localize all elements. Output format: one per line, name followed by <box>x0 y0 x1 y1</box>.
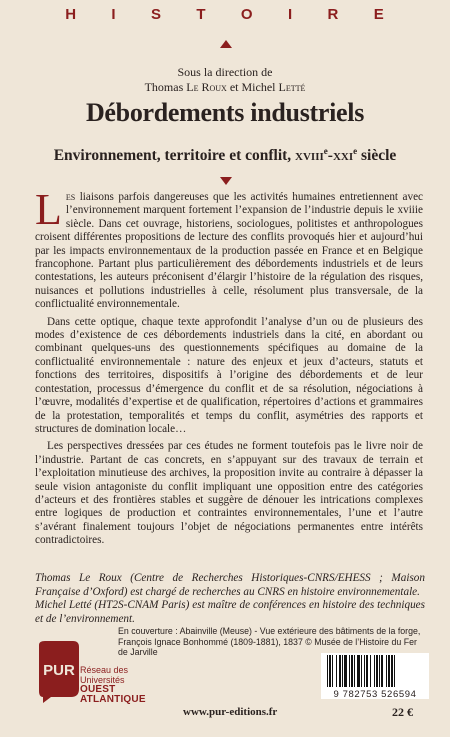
triangle-up-icon <box>220 40 232 48</box>
author-family-name: Letté <box>278 80 306 94</box>
barcode-bar <box>379 655 380 687</box>
barcode-bar <box>349 655 350 687</box>
barcode-bar <box>364 655 365 687</box>
series-letter: I <box>111 6 117 23</box>
barcode-bar <box>386 655 387 687</box>
network-line: Réseau des Universités <box>80 665 129 685</box>
book-subtitle <box>0 146 450 165</box>
pur-logo-text: PUR <box>43 662 75 679</box>
series-letter: E <box>373 6 385 23</box>
barcode-bar <box>366 655 368 687</box>
subtitle-dash: - <box>327 147 333 165</box>
network-line-strong: OUEST ATLANTIQUE <box>80 684 146 705</box>
barcode-bar <box>332 655 333 687</box>
barcode-bar <box>342 655 343 687</box>
author-bios <box>35 572 425 626</box>
barcode-bar <box>351 655 353 687</box>
series-letter: I <box>287 6 294 23</box>
series-letter: R <box>327 6 340 23</box>
author-family-name: Le Roux <box>186 80 227 94</box>
paragraph-text: liaisons parfois dangereuses que les activités humaines entretiennent avec l’environnement marquent fortement l’expansion de l’industrie depuis le xviiie siècle. Dans cet ouvrage, historiens, sociologues, politistes et anthropologues croisent différentes propositions de lecture des conflits provoqués hier et aujourd’hui par les impacts environnementaux de la production passée en France et en Belgique francophone. Partant plus particulièrement des débordements industriels et de leurs contestations, les auteurs préconisent d’élargir l’histoire de la régulation des risques, nuisances et pollutions industrielles à celle, résolument plus transversale, de la conflictualité environnementale. <box>35 191 423 311</box>
author-given-name: Thomas <box>144 80 184 94</box>
subtitle-main: Environnement, territoire et conflit, <box>53 147 296 165</box>
barcode-bars <box>321 653 429 689</box>
series-letter: T <box>196 6 207 23</box>
barcode-bar <box>391 655 393 687</box>
publisher-network <box>80 665 160 705</box>
barcode-bar <box>336 655 337 687</box>
series-letter: S <box>150 6 162 23</box>
subtitle-century: xviii <box>295 147 324 165</box>
dropcap-smallcaps: es <box>65 191 76 203</box>
book-title: Débordements industriels <box>85 98 365 127</box>
barcode-bar <box>394 655 395 687</box>
author-given-name: Michel <box>241 80 276 94</box>
author-bio: Michel Letté (HT2S-CNAM Paris) est maître de conférences en histoire des techniques et de l’environnement. <box>35 599 425 625</box>
barcode-bar <box>388 655 390 687</box>
barcode-bar <box>381 655 383 687</box>
subtitle-century: xxi <box>332 147 354 165</box>
summary-paragraph: Dans cette optique, chaque texte approfondit l’analyse d’un ou de plusieurs des modes d’existence de ces débordements industriels dans la cité, en abordant ou combinant quelques-uns des questionnements spécifiques au domaine de la conflictualité environnementale : nature des enjeux et jeux d’acteurs, statuts et fonctions des territoires, dispositifs à l’origine des débordements et de leur contestation, processus d’émergence du conflit et de sa résolution, négociations à l’œuvre, modalités d’expertise et de qualification, répertoires d’actions et grammaires de la protestation, temporalités et temps du conflit, asymétries des rapports et structures de domination locale… <box>35 315 423 435</box>
barcode-bar <box>374 655 375 687</box>
barcode-bar <box>354 655 355 687</box>
price: 22 € <box>392 705 413 719</box>
barcode-bar <box>339 655 341 687</box>
authors-line <box>0 80 450 95</box>
barcode-bar <box>376 655 378 687</box>
cover-credit-line: François Ignace Bonhommé (1809-1881), 1837 © Musée de l’Histoire du Fer de Jarville <box>118 636 417 658</box>
author-bio: Thomas Le Roux (Centre de Recherches Historiques-CNRS/EHESS ; Maison Française d’Oxford) est chargé de recherches au CNRS en histoire environnementale. <box>35 572 425 598</box>
summary-paragraph: Les perspectives dressées par ces études ne forment toutefois pas le livre noir de l’industrie. Partant de cas concrets, en s’appuyant sur des travaux de terrain et l’exploitation minutieuse des archives, la proposition invite au contraire à dépasser la seule vision antagoniste du conflit impliquant une opposition entre des catégories d’acteurs et des frontières stables et suggère de dénouer les intrications complexes entre logiques de production et contraintes environnementales, l’une et l’autre s’avérant finalement toujours l’objet de négociations permanentes entre intérêts contradictoires. <box>35 440 423 547</box>
series-letter: O <box>240 6 254 23</box>
subtitle-sup: e <box>353 146 358 156</box>
drop-cap: L <box>35 185 62 234</box>
publisher-website: www.pur-editions.fr <box>183 706 278 718</box>
summary-paragraph <box>35 185 423 312</box>
series-letter: H <box>65 6 78 23</box>
authors-conjunction: et <box>229 80 239 94</box>
series-header <box>0 6 450 23</box>
subtitle-end: siècle <box>357 147 397 165</box>
barcode-bar <box>327 655 328 687</box>
triangle-down-icon <box>220 177 232 185</box>
cover-credit-line: En couverture : Abainville (Meuse) - Vue extérieure des bâtiments de la forge, <box>118 626 421 636</box>
barcode-bar <box>361 655 362 687</box>
back-cover-summary <box>35 185 423 552</box>
barcode-number: 9 782753 526594 <box>333 689 417 700</box>
subtitle-sup: e <box>323 146 328 156</box>
barcode-bar <box>329 655 331 687</box>
barcode-bar <box>370 655 371 687</box>
direction-label: Sous la direction de <box>177 65 273 79</box>
barcode-bar <box>344 655 347 687</box>
barcode-bar <box>357 655 360 687</box>
